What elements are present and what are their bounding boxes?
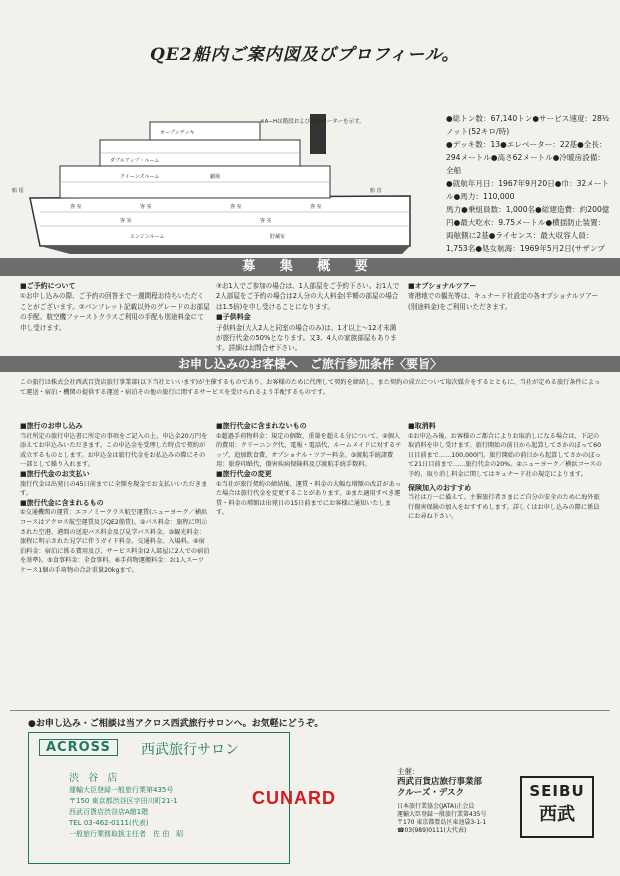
sponsor-details — [397, 803, 486, 835]
svg-text:客 室: 客 室 — [260, 218, 272, 224]
cond-text: ①お申込み後、お客様のご都合によりお取消しになる場合は、下記の取消料を申し受けます。旅行開始の前日から起算してさかのぼって60日目前まで……100,000円。旅行開始の前日から起算してさかのぼって21日目前まで……旅行代金の20%。②ニューヨーク／横浜コースの予約、取り消し料金に関してはキュナード社の規定によります。 — [408, 432, 602, 478]
svg-text:船 首: 船 首 — [370, 188, 382, 194]
stamp-line: 西武百貨店渋谷店A館1階 — [69, 808, 149, 816]
cunard-logo: CUNARD — [252, 788, 336, 808]
sponsor-line: 運輸大臣登録一般旅行業第435号 — [397, 811, 487, 818]
recruit-col-1 — [20, 281, 210, 333]
recruit-col-3 — [408, 281, 604, 312]
ship-specs — [446, 112, 612, 268]
agency-stamp — [28, 732, 290, 864]
svg-text:ダブルアップ・ルーム: ダブルアップ・ルーム — [110, 158, 160, 164]
spec-line: ●総トン数：67,140トン●サービス速度：28½ノット(52キロ/時) — [446, 114, 610, 136]
svg-text:客 室: 客 室 — [140, 204, 152, 210]
cond-h: ■旅行代金のお支払い — [20, 469, 90, 478]
ship-deck-plan — [10, 108, 420, 258]
stamp-line: 〒150 東京都渋谷区宇田川町21-1 — [69, 797, 178, 805]
cond-text: ①超過手荷物料金：規定の個数、重量を超える分について。②個人的費用：クリーニング代、電報・電話代、ルームメイドに対するチップ、追加飲食費、オプショナル・ツアー料金。③渡航手続諸費用：旅券印紙代、傷害疾病保険料及び渡航手続手数料。 — [216, 432, 402, 469]
recruit-text: ③お1人でご参加の場合は、1人部屋をご予約下さい。お1人で2人部屋をご予約の場合は2人分の大人料金(半額の部屋の場合は1.5倍)を申し受けることになります。 — [216, 282, 400, 311]
svg-text:客 室: 客 室 — [230, 204, 242, 210]
sponsor-line: ☎03(989)0111(大代表) — [397, 827, 467, 834]
sponsor-dept: クルーズ・デスク — [397, 788, 464, 798]
cond-text: ①当社が旅行契約の締結後、運賃・料金の大幅な増額の改訂があった場合は旅行代金を変更することがあります。②また適用すべき運賃・料金の増額は出発日の15日前までにお客様に通知いたします。 — [216, 480, 401, 517]
cond-text: 当社は万一に備えて、主催旅行者さまにご自分の安全のために海外旅行傷害保険の加入をおすすめします。詳しくはお申し込みの際に係員にお尋ね下さい。 — [408, 494, 600, 521]
spec-line: ●デッキ数：13●エレベーター：22基●全長：294メートル●高さ62メートル●冷暖房設備：全船 — [446, 140, 607, 175]
conditions-heading: お申し込みのお客様へ ご旅行参加条件〈要旨〉 — [0, 356, 620, 372]
sponsor-block — [397, 766, 486, 835]
divider — [10, 710, 610, 711]
svg-text:船 尾: 船 尾 — [12, 188, 24, 194]
svg-text:クイーンズルーム: クイーンズルーム — [120, 174, 160, 180]
sponsor-line: 〒170 東京都豊島区東池袋3-1-1 — [397, 819, 487, 826]
salon-name: 西武旅行サロン — [141, 742, 239, 758]
stamp-line: 一般旅行業務取扱主任者 佐 伯 昭 — [69, 830, 184, 838]
recruit-text: ①お申し込みの際、ご予約の回答まで一週間程お待ちいただくことがございます。②パンフレット記載以外のグレードのお部屋の手配、航空機ファーストクラスご利用の手配も別途料金にて申し受けます。 — [20, 292, 210, 332]
conditions-intro: この旅行は株式会社西武百貨店旅行事業部(以下当社といいます)が主催するものであり、お客様のために代理して契約を締結し、また契約の成立について取次媒介をするとともに、当社が定める旅行条件によって運送・宿泊・機関の提供する運送・宿泊その他の旅行に関するサービスを受けられるよう手配するものです。 — [20, 379, 601, 396]
stamp-details — [69, 785, 183, 840]
recruit-h: ■ご予約について — [20, 282, 76, 290]
contact-notice: ●お申し込み・ご相談は当アクロス西武旅行サロンへ。お気軽にどうぞ。 — [28, 719, 324, 729]
branch-name: 渋 谷 店 — [69, 773, 121, 784]
recruit-h: ■子供料金 — [216, 313, 251, 322]
cond-h: 保険加入のおすすめ — [408, 483, 472, 492]
cond-h: ■旅行代金に含まれないもの — [216, 422, 307, 430]
recruit-h: ■オプショナルツアー — [408, 282, 477, 290]
svg-text:エンジンルーム: エンジンルーム — [130, 234, 165, 240]
recruit-text: 寄港地での観光等は、キュナード社設定の各オプショナルツアー(別途料金)をご利用いただきます。 — [408, 292, 599, 311]
svg-text:客 室: 客 室 — [70, 204, 82, 210]
seibu-ja: 西武 — [539, 804, 575, 825]
cond-h: ■旅行代金に含まれるもの — [20, 498, 104, 507]
cond-text: 旅行代金は出発日の45日前までに全額を現金でお支払いいただきます。 — [20, 480, 208, 498]
sponsor-line: 日本旅行業協会(JATA)正会員 — [397, 803, 475, 810]
recruit-text: 子供料金(大人2人と同室の場合のみ)は、1才以上〜12才未満が旅行代金の50%となります。又3、4人の家族部屋もあります。詳細はお問合せ下さい。 — [216, 323, 397, 353]
sponsor-label: 主催： — [397, 767, 420, 776]
sponsor-name: 西武百貨店旅行事業部 — [397, 777, 483, 787]
stamp-line: TEL 03-462-0111(代表) — [69, 819, 149, 827]
svg-text:オープンデッキ: オープンデッキ — [160, 130, 195, 136]
seibu-logo — [520, 776, 594, 838]
svg-text:客 室: 客 室 — [120, 218, 132, 224]
conditions-col-2 — [216, 422, 402, 518]
recruit-col-2 — [216, 281, 402, 354]
across-logo: ACROSS — [39, 739, 118, 756]
seibu-en: SEIBU — [529, 782, 585, 800]
svg-text:貯蔵室: 貯蔵室 — [270, 234, 286, 240]
stamp-line: 運輸大臣登録一般旅行業第435号 — [69, 786, 174, 794]
page-title: QE2船内ご案内図及びプロフィール。 — [150, 45, 460, 65]
conditions-col-3 — [408, 422, 604, 522]
svg-text:客 室: 客 室 — [310, 204, 322, 210]
cond-h: ■旅行代金の変更 — [216, 469, 272, 478]
spec-line: ●就航年月日：1967年9月20日●巾：32メートル●馬力：110,000 — [446, 179, 610, 201]
cond-text: 当社所定の旅行申込書に所定の事項をご記入の上、申込金20万円を添えてお申込みいただきます。この申込金を受理した時点で契約が成立するものとします。お申込金は旅行代金をお払込みの際にその一部として繰り入れます。 — [20, 432, 208, 469]
svg-text:劇場: 劇場 — [210, 174, 221, 180]
ship-note: ※A−Hは階段およびエレベーターを示す。 — [260, 119, 365, 125]
cond-h: ■取消料 — [408, 422, 436, 430]
conditions-col-1 — [20, 422, 210, 576]
recruit-heading: 募 集 概 要 — [0, 258, 620, 276]
cond-h: ■旅行のお申し込み — [20, 422, 83, 430]
spec-line: 馬力●乗組員数：1,000名●総建造費：約200億円●最大吃水：9.75メートル●横揺防止装置：両舷側に2基●ライセンス：最大収容人員：1,753名●処女航海：1969年5月2日(サザンプ — [446, 205, 610, 253]
cond-text: ①交通機関の運賃：エコノミークラス航空運賃(ニューヨーク／横浜コースはアクロス航空運賃及びQE2船賃)。②パス料金：旅程に明示された空港、港間の送迎バス料金及び見学バス料金。③観光料金：旅程に明示された見学に伴うガイド料金、交通料金、入場料。④宿泊料金：宿泊に係る費用及び、サービス料金(2人部屋に2人での宿泊を基準)。⑤食事料金：全食事料。⑥手荷物運搬料金：お1人スーツケース1個の手荷物の合計重量20kgまで。 — [20, 509, 210, 574]
